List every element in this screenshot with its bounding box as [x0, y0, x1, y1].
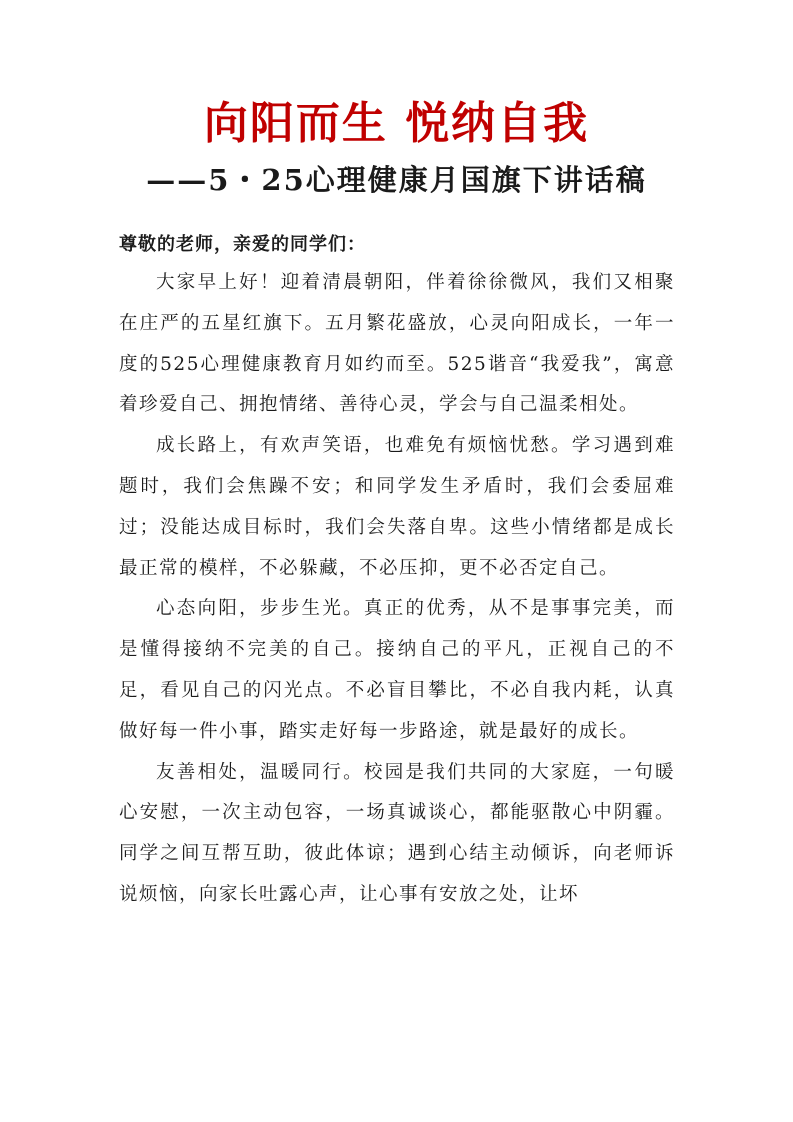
- document-body: [119, 227, 675, 916]
- salutation: 尊敬的老师，亲爱的同学们：: [119, 234, 366, 255]
- paragraph-2: 成长路上，有欢声笑语，也难免有烦恼忧愁。学习遇到难题时，我们会焦躁不安；和同学发生矛盾时，我们会委屈难过；没能达成目标时，我们会失落自卑。这些小情绪都是成长最正常的模样，不必躲藏，不必压抑，更不必否定自己。: [119, 435, 675, 579]
- document-subtitle: ——5・25心理健康月国旗下讲话稿: [146, 163, 647, 197]
- paragraph-3: 心态向阳，步步生光。真正的优秀，从不是事事完美，而是懂得接纳不完美的自己。接纳自己的平凡，正视自己的不足，看见自己的闪光点。不必盲目攀比，不必自我内耗，认真做好每一件小事，踏实走好每一步路途，就是最好的成长。: [119, 598, 675, 742]
- paragraph-4: 友善相处，温暖同行。校园是我们共同的大家庭，一句暖心安慰，一次主动包容，一场真诚谈心，都能驱散心中阴霾。同学之间互帮互助，彼此体谅；遇到心结主动倾诉，向老师诉说烦恼，向家长吐露心声，让心事有安放之处，让坏: [119, 761, 675, 905]
- paragraph-1: 大家早上好！迎着清晨朝阳，伴着徐徐微风，我们又相聚在庄严的五星红旗下。五月繁花盛放，心灵向阳成长，一年一度的525心理健康教育月如约而至。525谐音“我爱我”，寓意着珍爱自己、拥抱情绪、善待心灵，学会与自己温柔相处。: [119, 272, 675, 416]
- document-title: 向阳而生 悦纳自我: [203, 98, 590, 149]
